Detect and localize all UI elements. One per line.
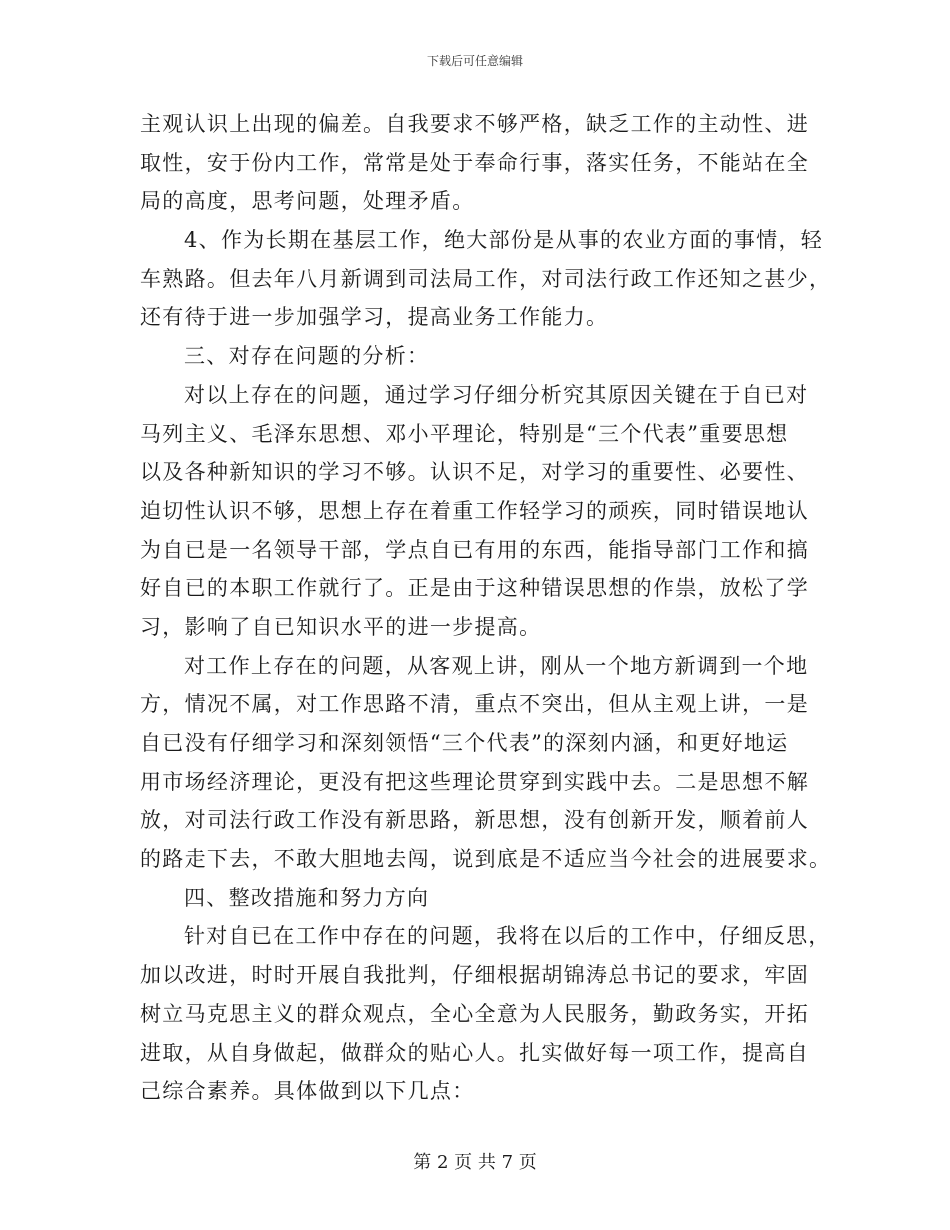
document-body (140, 105, 832, 1111)
text-line: 放，对司法行政工作没有新思路，新思想，没有创新开发，顺着前人 (140, 808, 809, 833)
paragraph-first-line: 对工作上存在的问题，从客观上讲，刚从一个地方新调到一个地 (184, 653, 809, 678)
paragraph-first-line: 针对自已在工作中存在的问题，我将在以后的工作中，仔细反思， (184, 924, 831, 949)
text-line: 己综合素养。具体做到以下几点： (140, 1079, 475, 1104)
text-line: 还有待于进一步加强学习，提高业务工作能力。 (140, 305, 609, 330)
section-heading: 三、对存在问题的分析： (184, 344, 430, 369)
text-line: 为自已是一名领导干部，学点自已有用的东西，能指导部门工作和搞 (140, 537, 809, 562)
paragraph-first-line: 4、作为长期在基层工作，绝大部份是从事的农业方面的事情，轻 (184, 228, 824, 253)
text-line: 以及各种新知识的学习不够。认识不足，对学习的重要性、必要性、 (140, 460, 809, 485)
text-line: 车熟路。但去年八月新调到司法局工作，对司法行政工作还知之甚少， (140, 266, 832, 291)
section-heading: 四、整改措施和努力方向 (184, 885, 430, 910)
text-line: 用市场经济理论，更没有把这些理论贯穿到实践中去。二是思想不解 (140, 769, 809, 794)
text-line: 方，情况不属，对工作思路不清，重点不突出，但从主观上讲，一是 (140, 692, 809, 717)
paragraph-first-line: 对以上存在的问题，通过学习仔细分析究其原因关键在于自已对 (184, 382, 809, 407)
page-number-footer: 第 2 页 共 7 页 (413, 1152, 537, 1173)
text-line: 马列主义、毛泽东思想、邓小平理论，特别是“三个代表”重要思想 (140, 421, 789, 446)
page-header: 下载后可任意编辑 (426, 54, 523, 68)
text-line: 迫切性认识不够，思想上存在着重工作轻学习的顽疾，同时错误地认 (140, 498, 809, 523)
text-line: 主观认识上出现的偏差。自我要求不够严格，缺乏工作的主动性、进 (140, 112, 809, 136)
text-line: 的路走下去，不敢大胆地去闯，说到底是不适应当今社会的进展要求。 (140, 847, 832, 872)
text-line: 局的高度，思考问题，处理矛盾。 (140, 189, 475, 214)
text-line: 习，影响了自已知识水平的进一步提高。 (140, 614, 542, 639)
text-line: 加以改进，时时开展自我批判，仔细根据胡锦涛总书记的要求，牢固 (140, 963, 809, 988)
text-line: 好自已的本职工作就行了。正是由于这种错误思想的作祟，放松了学 (140, 576, 809, 601)
text-line: 树立马克思主义的群众观点，全心全意为人民服务，勤政务实，开拓 (140, 1001, 809, 1026)
text-line: 取性，安于份内工作，常常是处于奉命行事，落实任务，不能站在全 (140, 150, 809, 175)
text-line: 进取，从自身做起，做群众的贴心人。扎实做好每一项工作，提高自 (140, 1040, 809, 1065)
text-line: 自已没有仔细学习和深刻领悟“三个代表”的深刻内涵，和更好地运 (140, 731, 789, 755)
